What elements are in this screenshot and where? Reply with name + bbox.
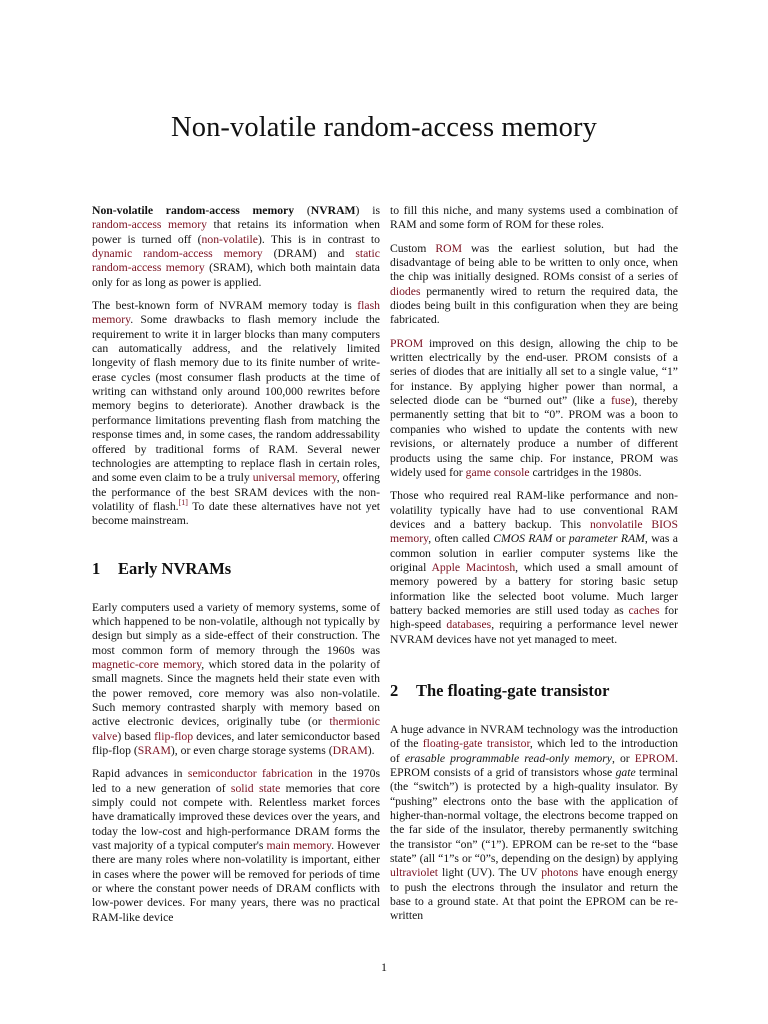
- right-column: [390, 204, 678, 933]
- section2-paragraph-1: A huge advance in NVRAM technology was the introduction of the floating-gate transistor, which led to the introduction of erasable programmable read-only memory, or EPROM. EPROM consists of a grid of transistors whose gate terminal (the “switch”) is protected by a high-quality insulator. By “pushing” electrons onto the base with the application of higher-than-normal voltage, the electrons become trapped on the far side of the insulator, thereby permanently switching the transistor “on” (“1”). EPROM can be re-set to the “base state” (all “1”s or “0”s, depending on the design) by applying ultraviolet light (UV). The UV photons have enough energy to push the electrons through the insulator and return the base to a ground state. At that point the EPROM can be re-written: [390, 722, 679, 923]
- link-random-access-memory[interactable]: random-access memory: [92, 218, 207, 232]
- link-sram[interactable]: static random-access memory: [92, 247, 380, 275]
- link-main-memory[interactable]: main memory: [266, 839, 332, 853]
- link-floating-gate-transistor[interactable]: floating-gate transistor: [422, 737, 530, 751]
- link-flash-memory[interactable]: flash memory: [92, 299, 380, 327]
- link-non-volatile[interactable]: non-volatile: [201, 232, 258, 246]
- link-databases[interactable]: databases: [446, 618, 492, 632]
- left-column: [92, 204, 380, 934]
- link-rom[interactable]: ROM: [435, 241, 463, 255]
- link-game-console[interactable]: game console: [465, 465, 530, 479]
- section1-paragraph-5: PROM improved on this design, allowing the chip to be written electrically by the end-user. PROM consists of a series of diodes that are initially all set to a single value, “1” for instance. By applying higher power than normal, a selected diode can be “burned out” (like a fuse), thereby permanently setting that bit to “0”. PROM was a boon to companies who wished to update the contents with new revisions, or alternately produce a number of different products using the same chip. For instance, PROM was widely used for game console cartridges in the 1980s.: [390, 336, 678, 479]
- citation-link[interactable]: [1]: [178, 497, 188, 507]
- term-bold: Non-volatile random-access memory: [92, 204, 295, 217]
- link-nonvolatile-bios-memory[interactable]: nonvolatile BIOS memory: [390, 517, 679, 546]
- intro-paragraph-1: Non-volatile random-access memory (NVRAM) is random-access memory that retains its information when power is turned off (non-volatile). This is in contrast to dynamic random-access memory (DRAM) and static random-access memory (SRAM), which both maintain data only for as long as power is applied.: [92, 204, 381, 289]
- link-sram-2[interactable]: SRAM: [137, 744, 171, 757]
- page-number: 1: [381, 960, 387, 974]
- link-dram-2[interactable]: DRAM: [332, 744, 368, 757]
- link-photons[interactable]: photons: [541, 866, 579, 880]
- link-universal-memory[interactable]: universal memory: [252, 471, 337, 485]
- link-apple-macintosh[interactable]: Apple Macintosh: [431, 560, 516, 574]
- page-title: Non-volatile random-access memory: [171, 112, 597, 143]
- link-diodes[interactable]: diodes: [390, 284, 421, 298]
- section1-paragraph-1: Early computers used a variety of memory systems, some of which happened to be non-volatile, although not typically by design but simply as a side-effect of their construction. The most common form of memory through the 1960s was magnetic-core memory, which stored data in the polarity of small magnets. Since the magnets held their state even with the power removed, core memory was also non-volatile. Such memory contrasted sharply with memory based on active electronic devices, originally tube (or thermionic valve) based flip-flop devices, and later semiconductor based flip-flop (SRAM), or even charge storage systems (DRAM).: [92, 600, 380, 757]
- intro-paragraph-2: The best-known form of NVRAM memory today is flash memory. Some drawbacks to flash memory include the requirement to write it in larger blocks than many computers can automatically address, and the relatively limited longevity of flash memory due to its finite number of write-erase cycles (most consumer flash products at the time of writing can withstand only around 100,000 rewrites before memory begins to deteriorate). Another drawback is the performance limitations preventing flash from matching the response times and, in some cases, the random addressability offered by traditional forms of RAM. Several newer technologies are attempting to replace flash in certain roles, and some even claim to be a truly universal memory, offering the performance of the best SRAM devices with the non-volatility of flash.[1] To date these alternatives have not yet become mainstream.: [92, 299, 381, 528]
- section1-paragraph-3: to fill this niche, and many systems used a combination of RAM and some form of ROM for these roles.: [390, 204, 678, 232]
- section-heading-floating-gate: 2 The floating-gate transistor: [390, 680, 610, 700]
- section1-paragraph-4: Custom ROM was the earliest solution, but had the disadvantage of being able to be written to only once, when the chip was initially designed. ROMs consist of a series of diodes permanently wired to return the required data, the diodes being built in this configuration when they are being fabricated.: [390, 241, 679, 327]
- link-eprom[interactable]: EPROM: [634, 751, 676, 765]
- link-semiconductor-fabrication[interactable]: semiconductor fabrication: [187, 767, 313, 781]
- link-flip-flop[interactable]: flip-flop: [154, 729, 194, 743]
- link-caches[interactable]: caches: [628, 603, 660, 617]
- link-solid-state[interactable]: solid state: [230, 781, 281, 795]
- link-ultraviolet[interactable]: ultraviolet: [390, 866, 439, 880]
- link-fuse[interactable]: fuse: [610, 394, 631, 408]
- link-thermionic-valve[interactable]: thermionic valve: [92, 715, 380, 743]
- section1-paragraph-6: Those who required real RAM-like performance and non-volatility typically have had to use conventional RAM devices and a battery backup. This nonvolatile BIOS memory, often called CMOS RAM or parameter RAM, was a common solution in earlier computer systems like the original Apple Macintosh, which used a small amount of memory powered by a battery for storing basic setup information like the selected boot volume. Much larger battery backed memories are still used today as caches for high-speed databases, requiring a performance level newer NVRAM devices have not yet managed to meet.: [390, 489, 679, 646]
- link-prom[interactable]: PROM: [390, 336, 424, 350]
- section1-paragraph-2: Rapid advances in semiconductor fabrication in the 1970s led to a new generation of solid state memories that core simply could not compete with. Relentless market forces have dramatically improved these devices over the years, and today the low-cost and high-performance DRAM forms the vast majority of a typical computer's main memory. However there are many roles where non-volatility is important, either in cases where the power will be removed for periods of time or where the constant power needs of DRAM conflicts with low-power devices. For many years, there was no practical RAM-like device: [92, 767, 381, 924]
- link-dram[interactable]: dynamic random-access memory: [92, 247, 263, 261]
- section-heading-early-nvrams: 1 Early NVRAMs: [92, 558, 232, 578]
- acronym-bold: NVRAM: [310, 204, 356, 217]
- link-magnetic-core-memory[interactable]: magnetic-core memory: [92, 657, 202, 671]
